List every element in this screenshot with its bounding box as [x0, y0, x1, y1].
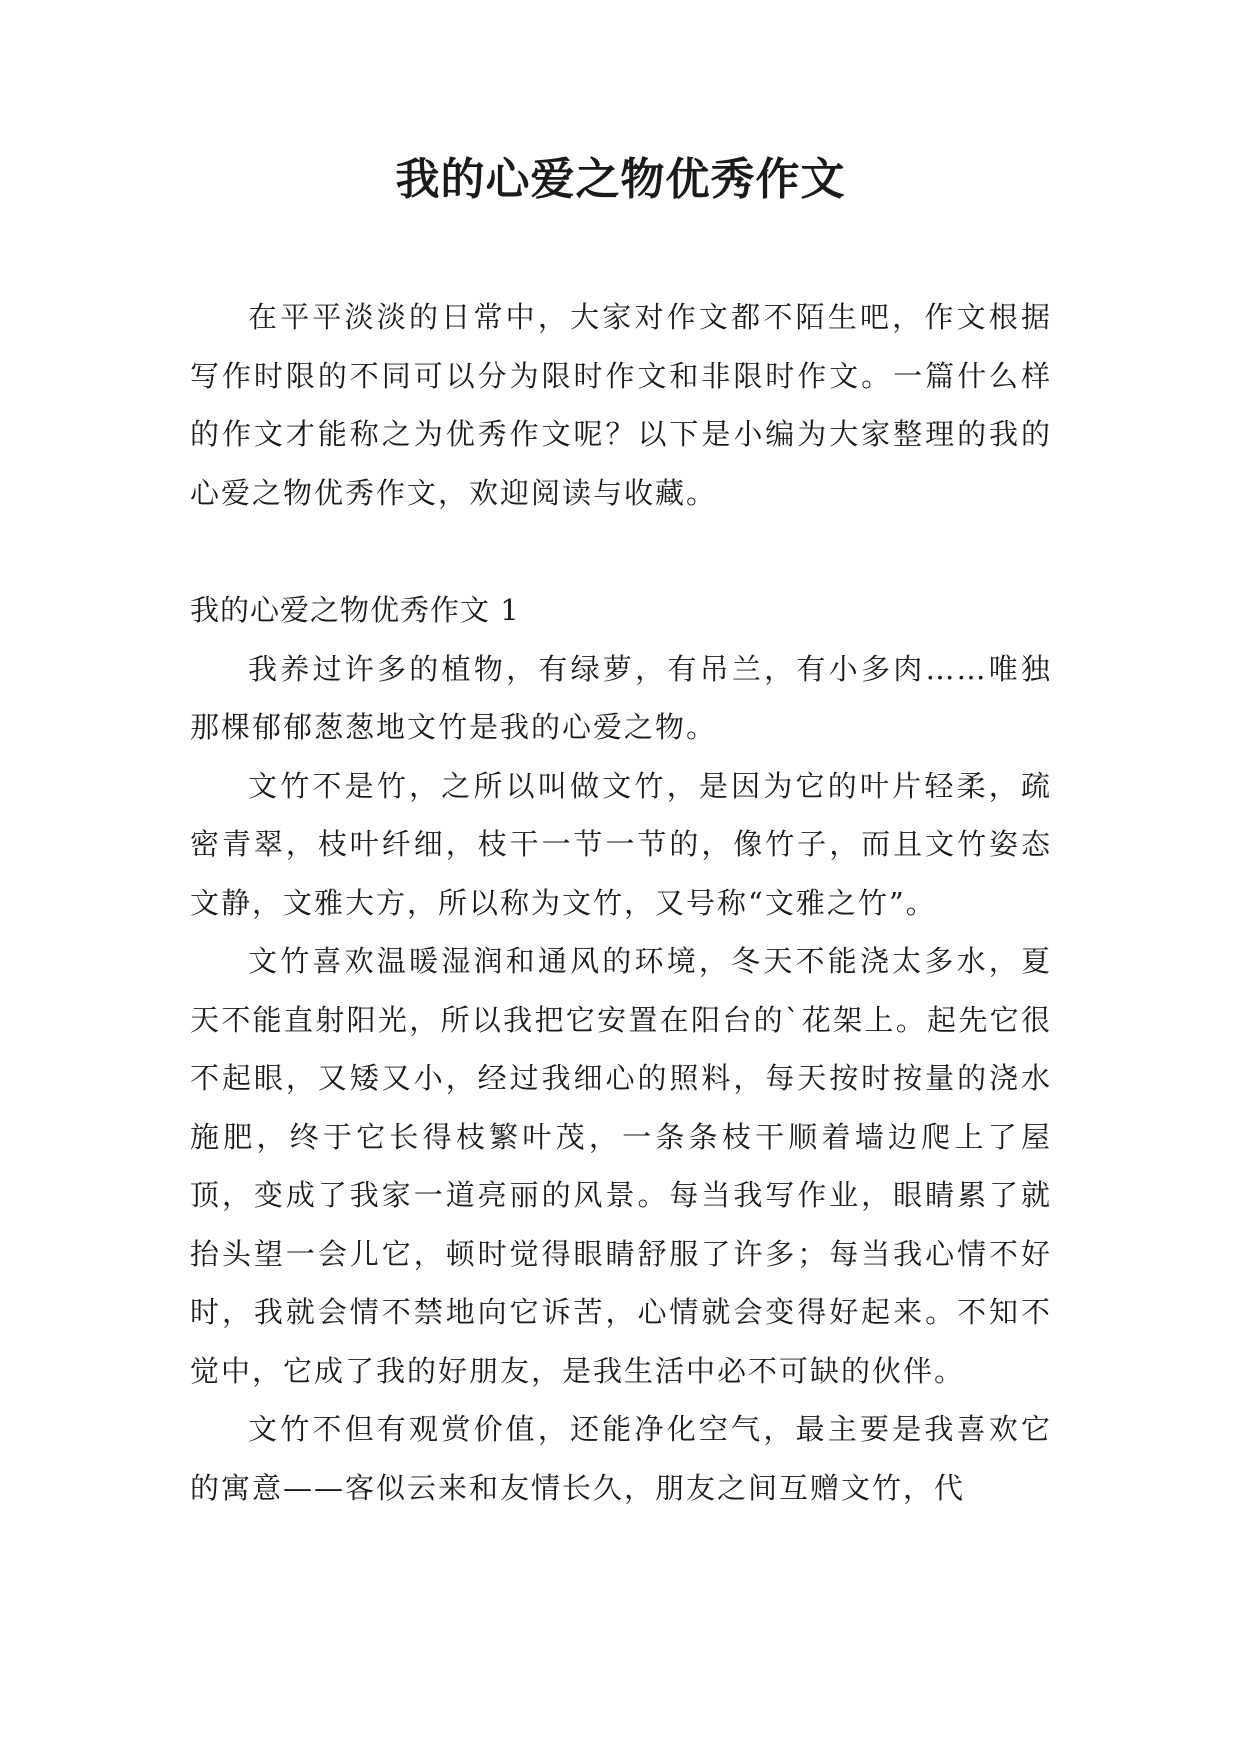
body-paragraph: 文竹喜欢温暖湿润和通风的环境，冬天不能浇太多水，夏天不能直射阳光，所以我把它安置在阳台的`花架上。起先它很不起眼，又矮又小，经过我细心的照料，每天按时按量的浇水施肥，终于它长得枝繁叶茂，一条条枝干顺着墙边爬上了屋顶，变成了我家一道亮丽的风景。每当我写作业，眼睛累了就抬头望一会儿它，顿时觉得眼睛舒服了许多；每当我心情不好时，我就会情不禁地向它诉苦，心情就会变得好起来。不知不觉中，它成了我的好朋友，是我生活中必不可缺的伙伴。 — [190, 944, 1052, 1388]
section-heading: 我的心爱之物优秀作文 1 — [190, 593, 520, 627]
document-title: 我的心爱之物优秀作文 — [395, 154, 846, 205]
body-paragraph: 文竹不是竹，之所以叫做文竹，是因为它的叶片轻柔，疏密青翠，枝叶纤细，枝干一节一节的，像竹子，而且文竹姿态文静，文雅大方，所以称为文竹，又号称“文雅之竹”。 — [190, 768, 1052, 920]
body-paragraph: 我养过许多的植物，有绿萝，有吊兰，有小多肉……唯独那棵郁郁葱葱地文竹是我的心爱之物。 — [190, 651, 1052, 744]
document-body — [190, 288, 1052, 1517]
body-paragraph: 文竹不但有观赏价值，还能净化空气，最主要是我喜欢它的寓意——客似云来和友情长久，朋友之间互赠文竹，代 — [190, 1412, 1052, 1505]
intro-paragraph: 在平平淡淡的日常中，大家对作文都不陌生吧，作文根据写作时限的不同可以分为限时作文和非限时作文。一篇什么样的作文才能称之为优秀作文呢？以下是小编为大家整理的我的心爱之物优秀作文，欢迎阅读与收藏。 — [190, 300, 1052, 510]
